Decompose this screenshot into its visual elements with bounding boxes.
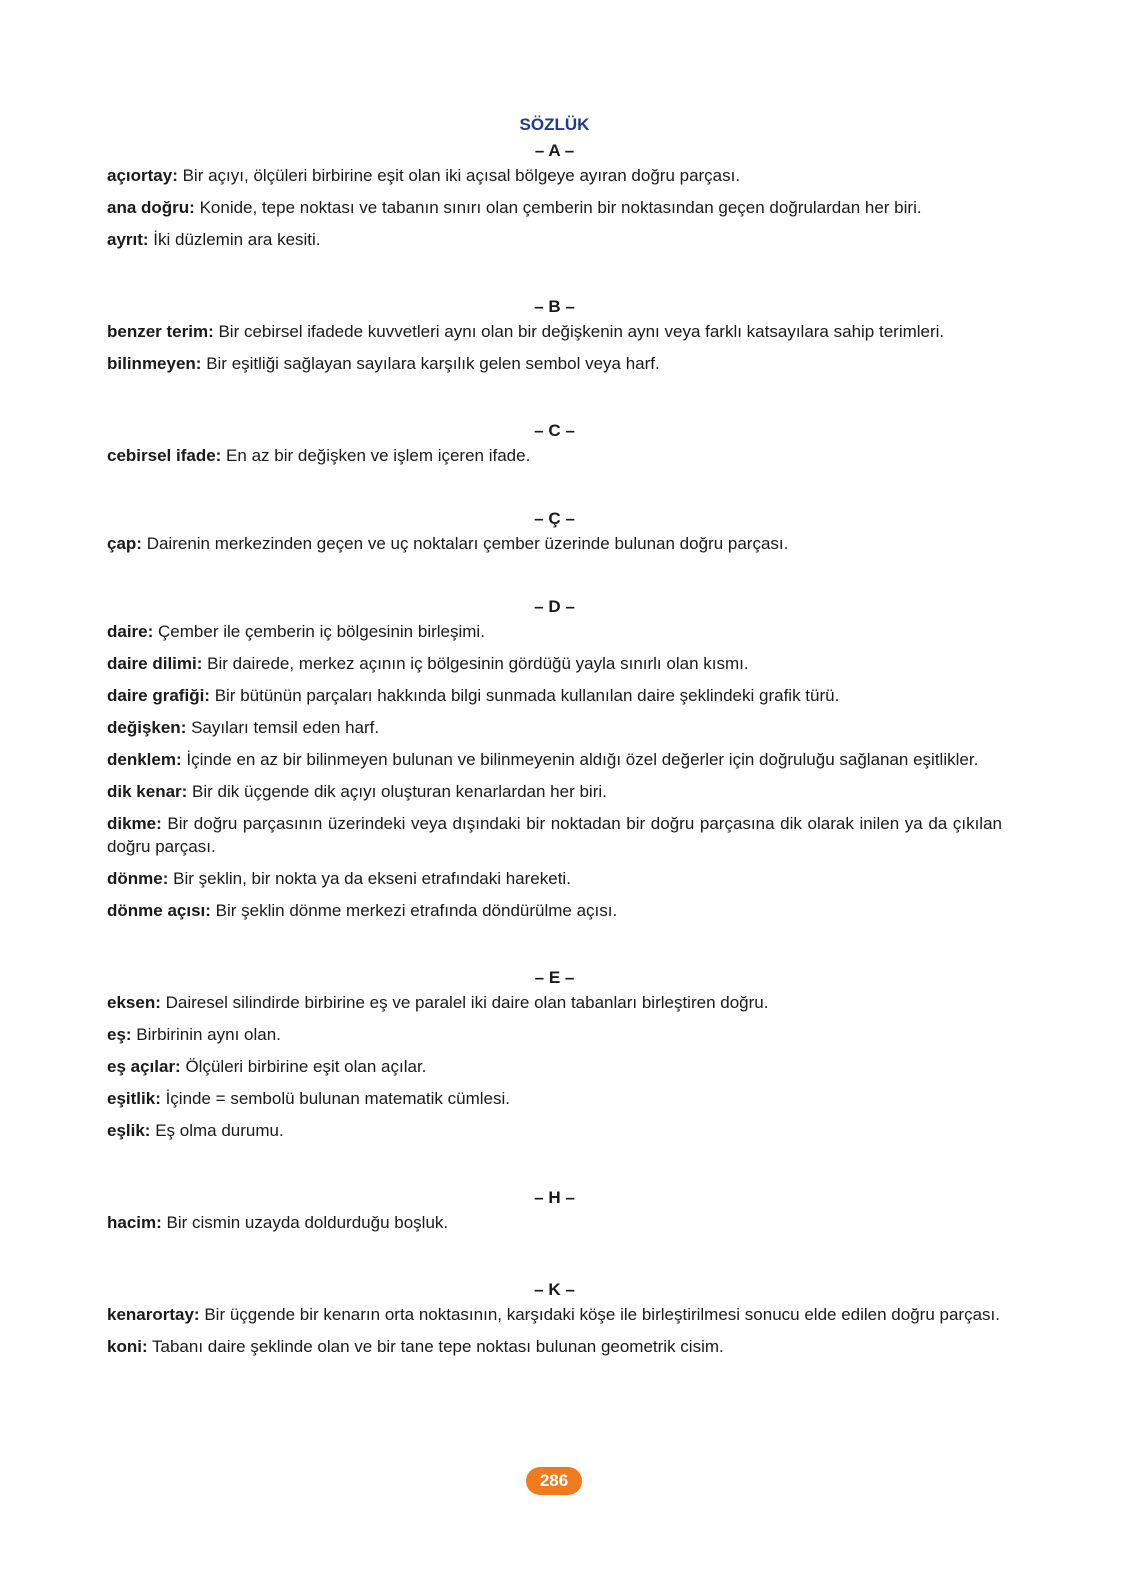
section-spacer (107, 384, 1002, 418)
glossary-entry (107, 652, 1002, 675)
entry-definition: Dairenin merkezinden geçen ve uç noktaları çember üzerinde bulunan doğru parçası. (141, 534, 789, 553)
entry-term: dik kenar: (107, 782, 188, 801)
entry-definition: Bir cismin uzayda doldurduğu boşluk. (161, 1213, 449, 1232)
entry-term: ana doğru: (107, 198, 195, 217)
entry-definition: Konide, tepe noktası ve tabanın sınırı olan çemberin bir noktasından geçen doğrulardan her biri. (194, 198, 922, 217)
entry-definition: Dairesel silindirde birbirine eş ve paralel iki daire olan tabanları birleştiren doğru. (160, 993, 769, 1012)
entry-term: açıortay: (107, 166, 178, 185)
glossary-entry (107, 532, 1002, 555)
entry-term: hacim: (107, 1213, 162, 1232)
entry-definition: Eş olma durumu. (150, 1121, 284, 1140)
section-heading-k: – K – (534, 1280, 575, 1299)
entry-term: eş açılar: (107, 1057, 181, 1076)
section-heading-d: – D – (534, 597, 575, 616)
entry-definition: İçinde en az bir bilinmeyen bulunan ve bilinmeyenin aldığı özel değerler için doğruluğu sağlanan eşitlikler. (181, 750, 979, 769)
entry-definition: Bir doğru parçasının üzerindeki veya dışındaki bir noktadan bir doğru parçasına dik olarak inilen ya da çıkılan doğru parçası. (107, 814, 1002, 856)
entry-definition: İki düzlemin ara kesiti. (148, 230, 321, 249)
glossary-page (107, 112, 1002, 1367)
entry-definition: Bir eşitliği sağlayan sayılara karşılık gelen sembol veya harf. (201, 354, 660, 373)
section-heading-h: – H – (534, 1188, 575, 1207)
entry-term: koni: (107, 1337, 148, 1356)
entry-term: ayrıt: (107, 230, 149, 249)
entry-term: bilinmeyen: (107, 354, 202, 373)
section-heading-c: – C – (534, 421, 575, 440)
glossary-entry (107, 1211, 1002, 1234)
glossary-entry (107, 1335, 1002, 1358)
section-spacer (107, 476, 1002, 506)
entry-definition: Bir dairede, merkez açının iç bölgesinin gördüğü yayla sınırlı olan kısmı. (202, 654, 749, 673)
entry-term: dikme: (107, 814, 162, 833)
glossary-entry (107, 352, 1002, 375)
entry-term: cebirsel ifade: (107, 446, 222, 465)
glossary-entry (107, 684, 1002, 707)
entry-term: dönme açısı: (107, 901, 211, 920)
entry-term: eş: (107, 1025, 132, 1044)
section-spacer (107, 1243, 1002, 1277)
glossary-entry (107, 1023, 1002, 1046)
entry-term: eşitlik: (107, 1089, 161, 1108)
entry-term: eksen: (107, 993, 161, 1012)
entry-definition: Sayıları temsil eden harf. (186, 718, 380, 737)
entry-definition: Bir şeklin dönme merkezi etrafında döndürülme açısı. (210, 901, 618, 920)
glossary-entry (107, 748, 1002, 771)
entry-definition: Tabanı daire şeklinde olan ve bir tane tepe noktası bulunan geometrik cisim. (147, 1337, 724, 1356)
glossary-entry (107, 228, 1002, 251)
entry-term: daire dilimi: (107, 654, 203, 673)
glossary-entry (107, 196, 1002, 219)
section-spacer (107, 564, 1002, 594)
page-title: SÖZLÜK (519, 115, 590, 134)
glossary-entry (107, 1055, 1002, 1078)
section-heading-c-cedilla: – Ç – (534, 509, 575, 528)
entry-term: denklem: (107, 750, 182, 769)
entry-term: benzer terim: (107, 322, 214, 341)
glossary-entry (107, 1303, 1002, 1326)
entry-term: çap: (107, 534, 142, 553)
entry-definition: Bir bütünün parçaları hakkında bilgi sunmada kullanılan daire şeklindeki grafik türü. (209, 686, 840, 705)
entry-term: eşlik: (107, 1121, 151, 1140)
entry-term: daire grafiği: (107, 686, 210, 705)
glossary-entry (107, 867, 1002, 890)
section-heading-a: – A – (534, 141, 575, 160)
section-heading-b: – B – (534, 297, 575, 316)
entry-definition: En az bir değişken ve işlem içeren ifade. (221, 446, 531, 465)
glossary-entry (107, 320, 1002, 343)
section-heading-e: – E – (534, 968, 575, 987)
glossary-entry (107, 991, 1002, 1014)
glossary-entry (107, 1119, 1002, 1142)
glossary-entry (107, 620, 1002, 643)
entry-definition: Bir şeklin, bir nokta ya da ekseni etrafındaki hareketi. (168, 869, 571, 888)
entry-term: değişken: (107, 718, 187, 737)
section-spacer (107, 1151, 1002, 1185)
entry-definition: İçinde = sembolü bulunan matematik cümlesi. (160, 1089, 511, 1108)
glossary-entry (107, 716, 1002, 739)
section-spacer (107, 931, 1002, 965)
glossary-entry (107, 164, 1002, 187)
glossary-entry (107, 444, 1002, 467)
entry-definition: Bir cebirsel ifadede kuvvetleri aynı olan bir değişkenin aynı veya farklı katsayılara sahip terimleri. (213, 322, 945, 341)
glossary-entry (107, 1087, 1002, 1110)
section-spacer (107, 260, 1002, 294)
glossary-entry (107, 812, 1002, 858)
entry-definition: Bir dik üçgende dik açıyı oluşturan kenarlardan her biri. (187, 782, 607, 801)
entry-definition: Çember ile çemberin iç bölgesinin birleşimi. (153, 622, 485, 641)
entry-definition: Bir açıyı, ölçüleri birbirine eşit olan iki açısal bölgeye ayıran doğru parçası. (177, 166, 741, 185)
entry-definition: Ölçüleri birbirine eşit olan açılar. (180, 1057, 427, 1076)
entry-term: daire: (107, 622, 154, 641)
entry-definition: Bir üçgende bir kenarın orta noktasının, karşıdaki köşe ile birleştirilmesi sonucu elde edilen doğru parçası. (199, 1305, 1000, 1324)
entry-definition: Birbirinin aynı olan. (131, 1025, 281, 1044)
glossary-entry (107, 780, 1002, 803)
entry-term: kenarortay: (107, 1305, 200, 1324)
entry-term: dönme: (107, 869, 169, 888)
page-number-badge: 286 (526, 1467, 582, 1495)
glossary-entry (107, 899, 1002, 922)
